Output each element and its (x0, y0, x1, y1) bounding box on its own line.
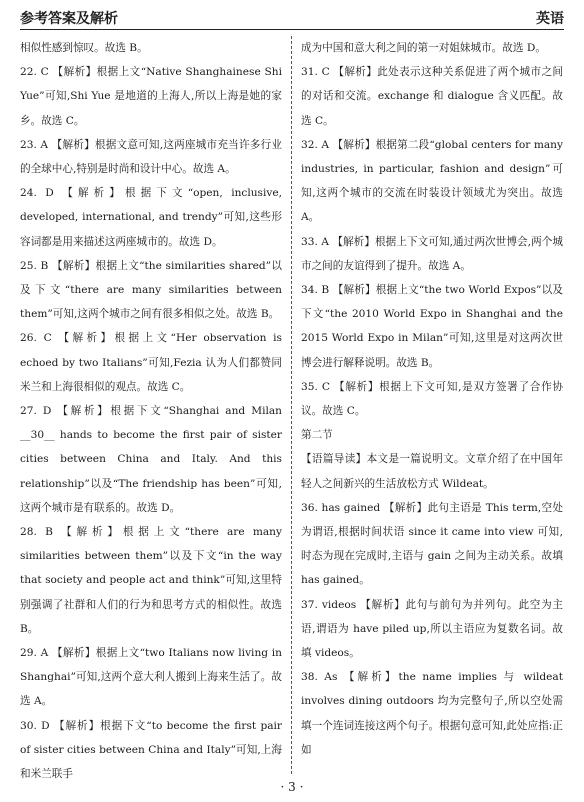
page-number: · 3 · (280, 780, 304, 794)
answer-paragraph: 24. D 【解析】根据下文“open, inclusive, developed, international, and trendy”可知,这些形容词都是用来描述这两座城市的。故选 D。 (20, 187, 282, 248)
answer-paragraph: 36. has gained 【解析】此句主语是 This term,空处为谓语,根据时间状语 since it came into view 可知,时态为现在完成时,主语与 gain 之间为主动关系。故填 has gained。 (301, 501, 563, 587)
column-divider (291, 36, 292, 774)
answer-paragraph: 35. C 【解析】根据上下文可知,是双方签署了合作协议。故选 C。 (301, 380, 563, 418)
answer-paragraph: 30. D 【解析】根据下文“to become the first pair of sister cities between China and Italy”可知,上海和米兰联手 (20, 719, 282, 781)
header-title: 参考答案及解析 (20, 11, 118, 27)
answer-paragraph: 成为中国和意大利之间的第一对姐妹城市。故选 D。 (301, 42, 546, 54)
answer-paragraph: 38. As 【解析】the name implies 与 wildeat involves dining outdoors 均为完整句子,所以空处需填一个连词连接这两个句子。根据句意可知,此处应指:正如 (301, 671, 563, 756)
answer-paragraph: 34. B 【解析】根据上文“the two World Expos”以及下文“the 2010 World Expo in Shanghai and the 2015 World Expo in Milan”可知,这里是对这两次世博会进行解释说明。故选 B。 (301, 284, 563, 369)
answer-paragraph: 32. A 【解析】根据第二段“global centers for many industries, in particular, fashion and design”可知,这两个城市的交流在时装设计领域尤为突出。故选 A。 (301, 138, 563, 224)
answer-paragraph: 29. A 【解析】根据上文“two Italians now living in Shanghai”可知,这两个意大利人搬到上海来生活了。故选 A。 (20, 647, 282, 708)
answer-paragraph: 25. B 【解析】根据上文“the similarities shared”以及下文“there are many similarities between them”可知,这两个城市之间有很多相似之处。故选 B。 (20, 259, 282, 321)
passage-intro: 【语篇导读】本文是一篇说明文。文章介绍了在中国年轻人之间新兴的生活放松方式 Wildeat。 (301, 453, 563, 490)
answer-paragraph: 28. B 【解析】根据上文“there are many similarities between them”以及下文“in the way that society and people act and think”可知,这里特别强调了社群和人们的行为和思考方式的相似性。故选 B。 (20, 526, 282, 635)
right-column (301, 36, 563, 762)
answer-paragraph: 23. A 【解析】根据文意可知,这两座城市充当许多行业的全球中心,特别是时尚和设计中心。故选 A。 (20, 138, 282, 176)
answer-paragraph: 27. D 【解析】根据下文“Shanghai and Milan __30__ hands to become the first pair of sister cities between China and Italy. And this relationship”以及“The friendship has been”可知,这两个城市是有联系的。故选 D。 (20, 405, 282, 514)
answer-paragraph: 33. A 【解析】根据上下文可知,通过两次世博会,两个城市之间的友谊得到了提升。故选 A。 (301, 235, 563, 272)
left-column (20, 36, 282, 786)
answer-paragraph: 31. C 【解析】此处表示这种关系促进了两个城市之间的对话和交流。exchange 和 dialogue 含义匹配。故选 C。 (301, 66, 563, 127)
answer-paragraph: 37. videos 【解析】此句与前句为并列句。此空为主语,谓语为 have piled up,所以主语应为复数名词。故填 videos。 (301, 598, 563, 660)
page-header (20, 5, 564, 30)
section-heading: 第二节 (301, 429, 333, 442)
header-subject: 英语 (536, 11, 564, 27)
answer-paragraph: 相似性感到惊叹。故选 B。 (20, 42, 148, 54)
answer-paragraph: 22. C 【解析】根据上文“Native Shanghainese Shi Yue”可知,Shi Yue 是地道的上海人,所以上海是她的家乡。故选 C。 (20, 66, 282, 127)
answer-paragraph: 26. C 【解析】根据上文“Her observation is echoed by two Italians”可知,Fezia 认为人们都赞同米兰和上海很相似的观点。故选 C。 (20, 332, 282, 393)
